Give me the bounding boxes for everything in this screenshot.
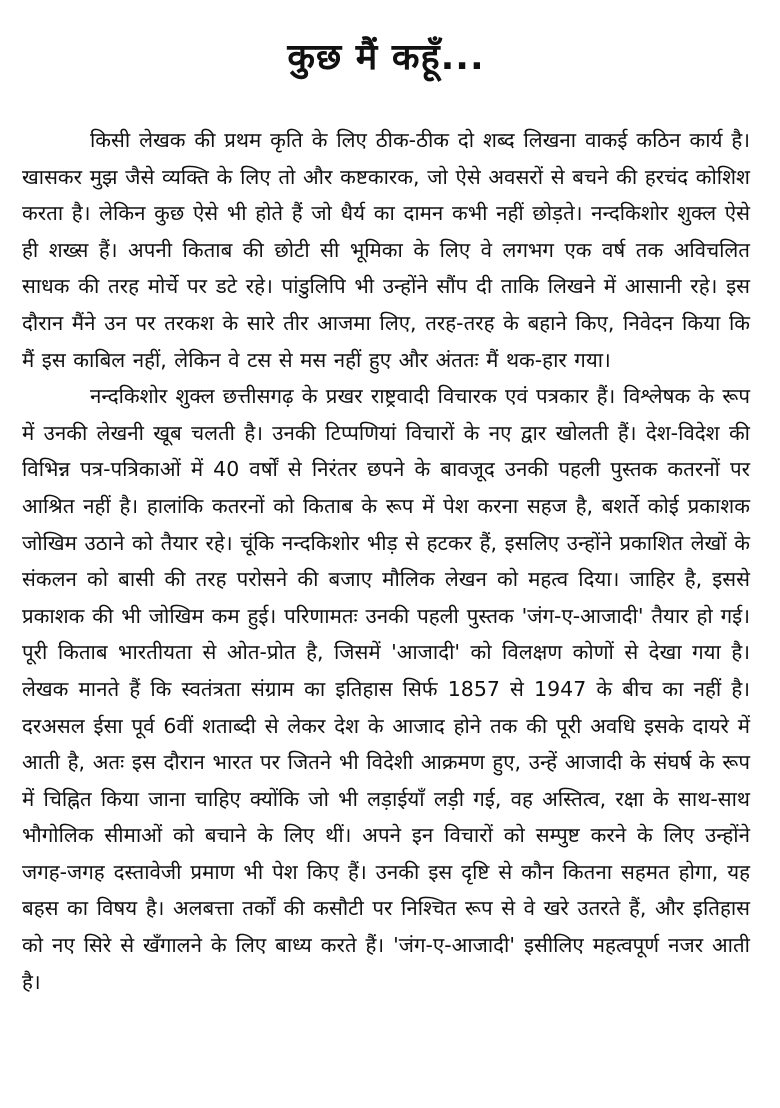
paragraph-1: किसी लेखक की प्रथम कृति के लिए ठीक-ठीक दो शब्द लिखना वाकई कठिन कार्य है। खासकर मुझ जैसे व्यक्ति के लिए तो और कष्टकारक, जो ऐसे अवसरों से बचने की हरचंद कोशिश करता है। लेकिन कुछ ऐसे भी होते हैं जो धैर्य का दामन कभी नहीं छोड़ते। नन्दकिशोर शुक्ल ऐसे ही शख्स हैं। अपनी किताब की छोटी सी भूमिका के लिए वे लगभग एक वर्ष तक अविचलित साधक की तरह मोर्चे पर डटे रहे। पांडुलिपि भी उन्होंने सौंप दी ताकि लिखने में आसानी रहे। इस दौरान मैंने उन पर तरकश के सारे तीर आजमा लिए, तरह-तरह के बहाने किए, निवेदन किया कि मैं इस काबिल नहीं, लेकिन वे टस से मस नहीं हुए और अंततः मैं थक-हार गया।	[22, 128, 750, 372]
page-title: कुछ मैं कहूँ...	[287, 37, 485, 78]
paragraph-2: नन्दकिशोर शुक्ल छत्तीसगढ़ के प्रखर राष्ट्रवादी विचारक एवं पत्रकार हैं। विश्लेषक के रूप में उनकी लेखनी खूब चलती है। उनकी टिप्पणियां विचारों के नए द्वार खोलती हैं। देश-विदेश की विभिन्न पत्र-पत्रिकाओं में 40 वर्षों से निरंतर छपने के बावजूद उनकी पहली पुस्तक कतरनों पर आश्रित नहीं है। हालांकि कतरनों को किताब के रूप में पेश करना सहज है, बशर्ते कोई प्रकाशक जोखिम उठाने को तैयार रहे। चूंकि नन्दकिशोर भीड़ से हटकर हैं, इसलिए उन्होंने प्रकाशित लेखों के संकलन को बासी की तरह परोसने की बजाए मौलिक लेखन को महत्व दिया। जाहिर है, इससे प्रकाशक की भी जोखिम कम हुई। परिणामतः उनकी पहली पुस्तक 'जंग-ए-आजादी' तैयार हो गई। पूरी किताब भारतीयता से ओत-प्रोत है, जिसमें 'आजादी' को विलक्षण कोणों से देखा गया है। लेखक मानते हैं कि स्वतंत्रता संग्राम का इतिहास सिर्फ 1857 से 1947 के बीच का नहीं है। दरअसल ईसा पूर्व 6वीं शताब्दी से लेकर देश के आजाद होने तक की पूरी अवधि इसके दायरे में आती है, अतः इस दौरान भारत पर जितने भी विदेशी आक्रमण हुए, उन्हें आजादी के संघर्ष के रूप में चिह्नित किया जाना चाहिए क्योंकि जो भी लड़ाईयाँ लड़ी गई, वह अस्तित्व, रक्षा के साथ-साथ भौगोलिक सीमाओं को बचाने के लिए थीं। अपने इन विचारों को सम्पुष्ट करने के लिए उन्होंने जगह-जगह दस्तावेजी प्रमाण भी पेश किए हैं। उनकी इस दृष्टि से कौन कितना सहमत होगा, यह बहस का विषय है। अलबत्ता तर्कों की कसौटी पर निश्चित रूप से वे खरे उतरते हैं, और इतिहास को नए सिरे से खँगालने के लिए बाध्य करते हैं। 'जंग-ए-आजादी' इसीलिए महत्वपूर्ण नजर आती है।	[22, 384, 750, 994]
